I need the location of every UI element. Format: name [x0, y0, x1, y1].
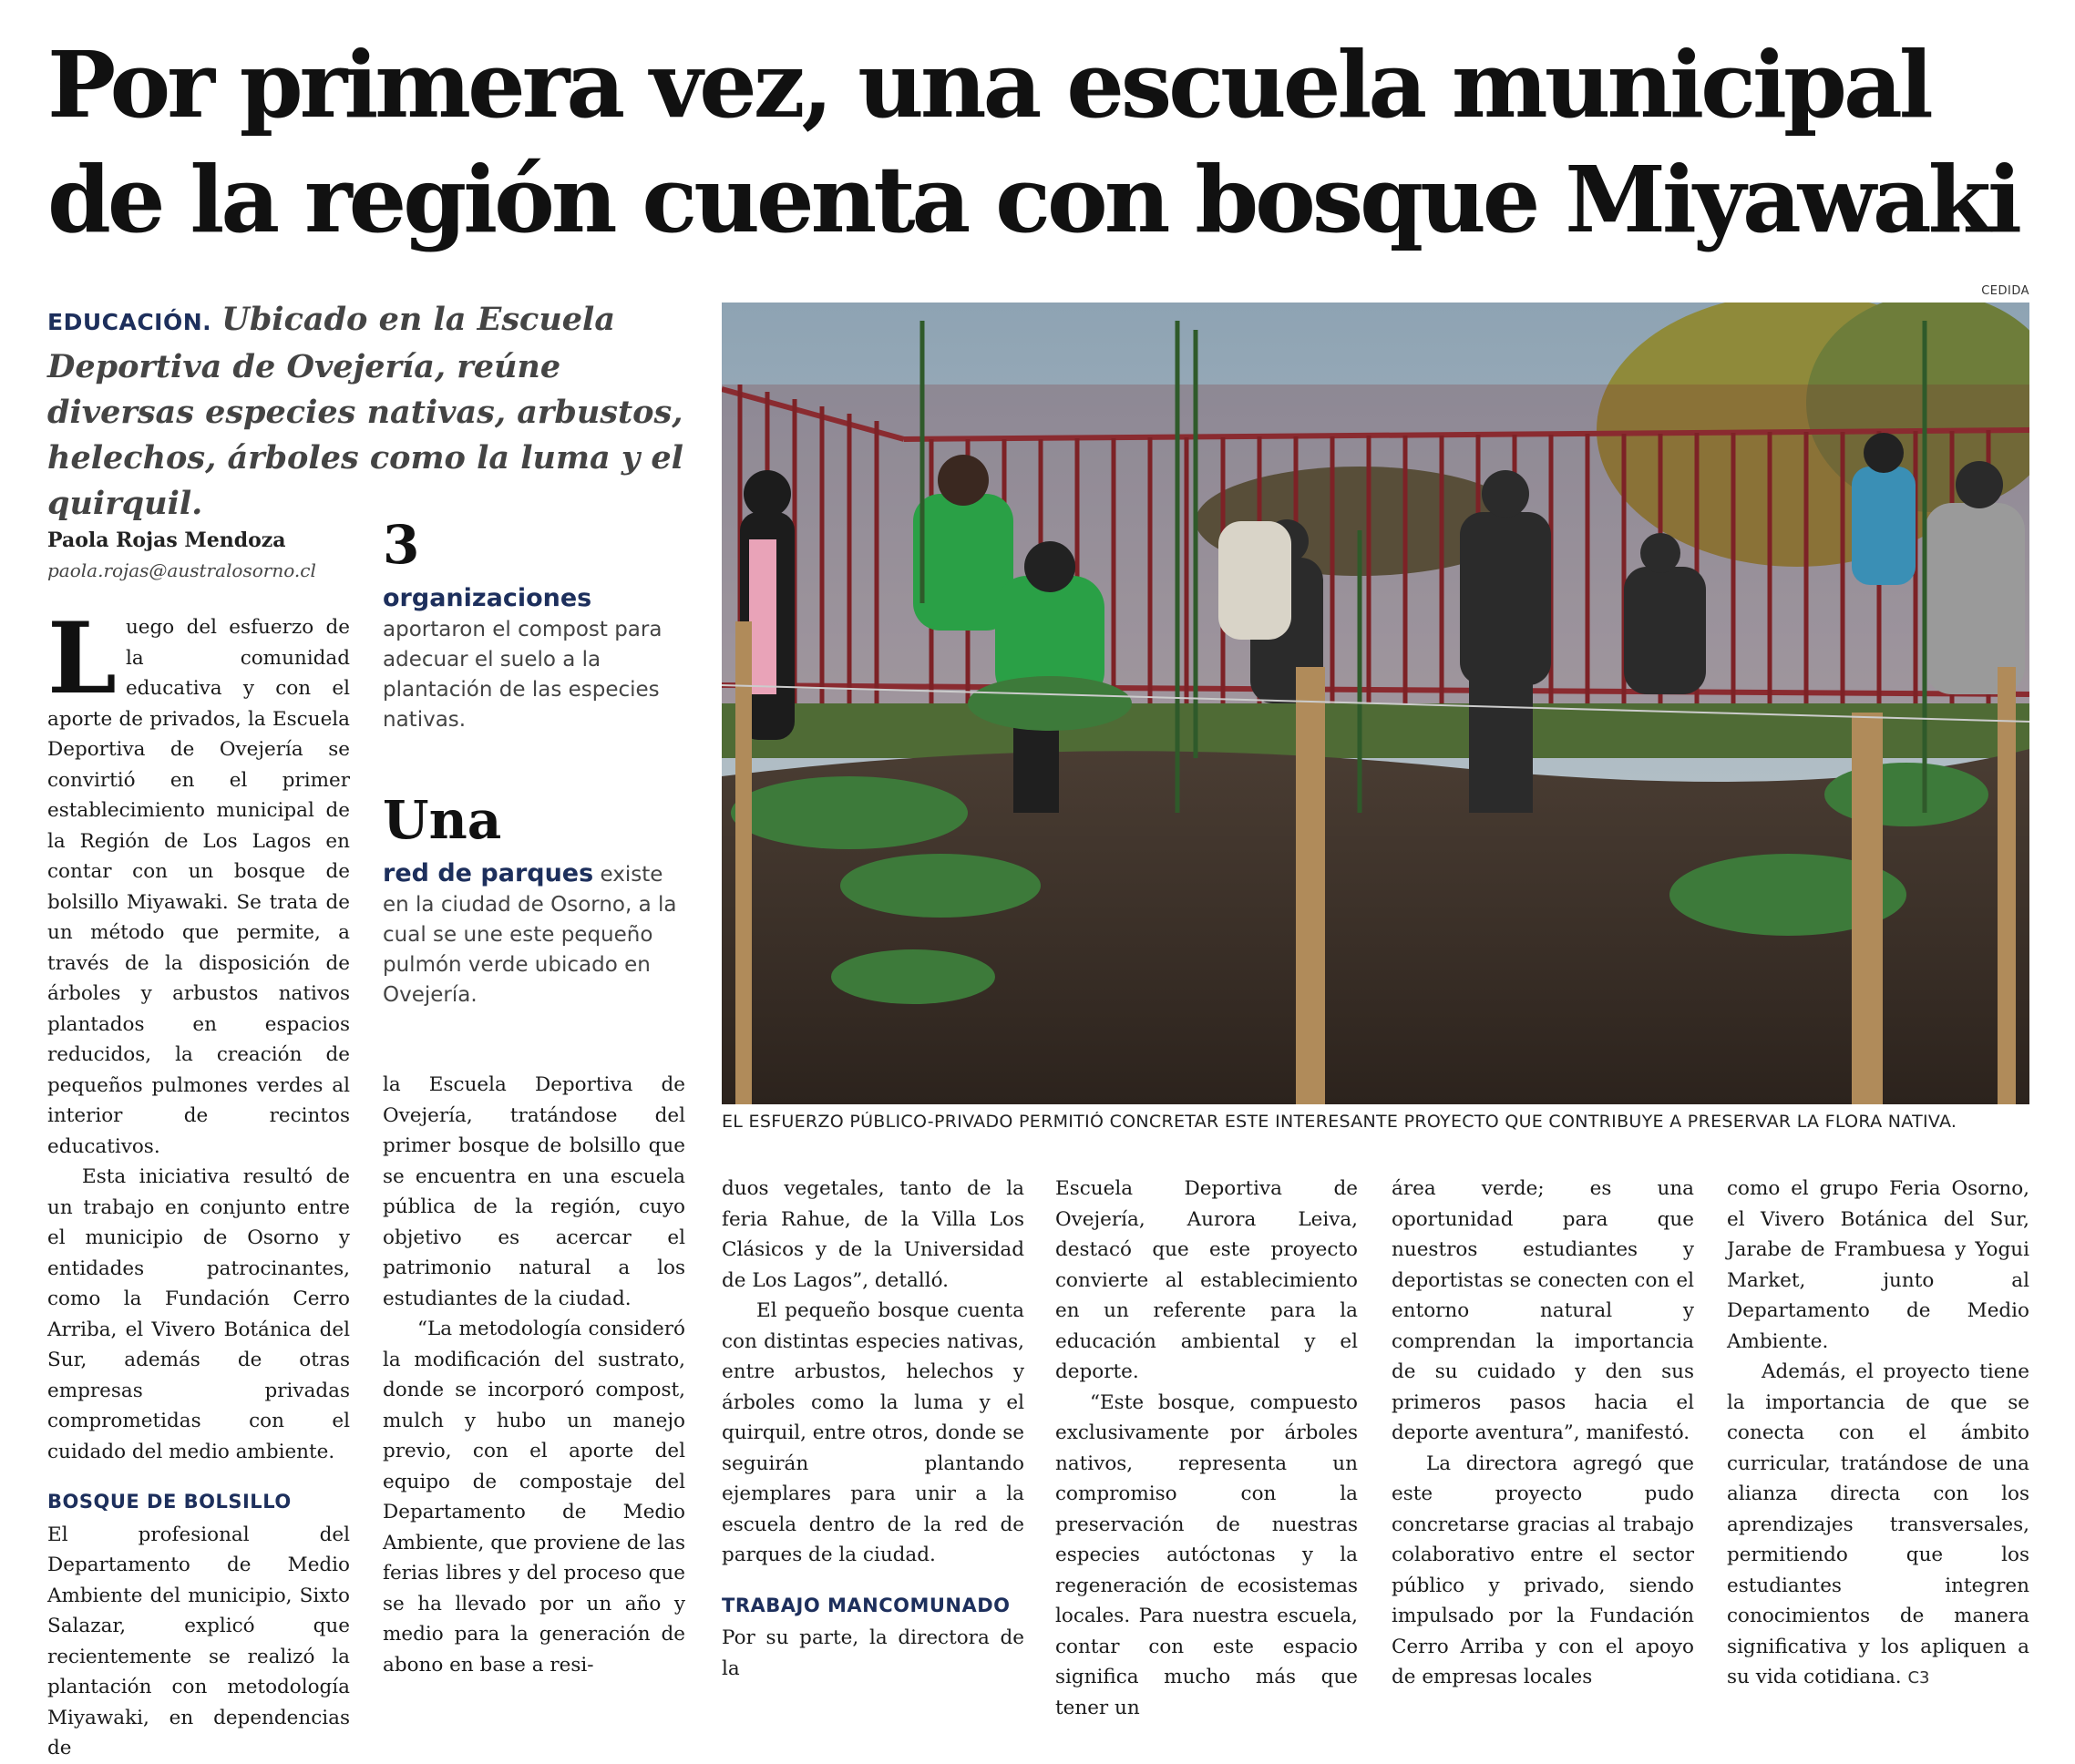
- column-1: [47, 601, 350, 1764]
- subhead-trabajo-mancomunado: TRABAJO MANCOMUNADO: [722, 1594, 1011, 1616]
- stat-body-1: aportaron el compost para adecuar el suelo a la plantación de las especies nativas.: [383, 618, 663, 732]
- paragraph-8: Por su parte, la directora de la: [722, 1626, 1024, 1680]
- column-3: [722, 1174, 1024, 1684]
- paragraph-1: [47, 601, 350, 1162]
- paragraph-6: duos vegetales, tanto de la feria Rahue, de la Villa Los Clásicos y de la Universidad de Los Lagos”, detalló.: [722, 1177, 1024, 1292]
- photo-illustration: [722, 303, 2029, 1104]
- paragraph-1-text: uego del esfuerzo de la comunidad educativa y con el aporte de privados, la Escuela Deportiva de Ovejería se convirtió en el primer establecimiento municipal de la Región de Los Lagos en contar con un bosque de bolsillo Miyawaki. Se trata de un método que permite, a través de la disposición de árboles y arbustos nativos plantados en espacios reducidos, la creación de pequeños pulmones verdes al interior de recintos educativos.: [47, 616, 350, 1158]
- paragraph-5: “La metodología consideró la modificación del sustrato, donde se incorporó compost, mulch y hubo un manejo previo, con el aporte del equipo de compostaje del Departamento de Medio Ambiente, que proviene de las ferias libres y del proceso que se ha llevado por un año y medio para la generación de abono en base a resi-: [383, 1318, 685, 1677]
- column-4: [1055, 1174, 1358, 1723]
- stat-body-2: existe en la ciudad de Osorno, a la cual se une este pequeño pulmón verde ubicado en Ovejería.: [383, 863, 677, 1007]
- photo-caption: EL ESFUERZO PÚBLICO-PRIVADO PERMITIÓ CONCRETAR ESTE INTERESANTE PROYECTO QUE CONTRIBUYE A PRESERVAR LA FLORA NATIVA.: [722, 1112, 1957, 1132]
- paragraph-14-text: Además, el proyecto tiene la importancia de que se conecta con el ámbito curricular, tratándose de una alianza directa con los aprendizajes transversales, permitiendo que los estudiantes integren conocimientos de manera significativa y los apliquen a su vida cotidiana.: [1727, 1360, 2029, 1688]
- stat-text-2: [383, 858, 683, 1010]
- paragraph-9: Escuela Deportiva de Ovejería, Aurora Leiva, destacó que este proyecto convierte al establecimiento en un referente para la educación ambiental y el deporte.: [1055, 1177, 1358, 1383]
- article-photo: [722, 303, 2029, 1104]
- drop-cap: L: [47, 601, 117, 716]
- stat-lead-2: red de parques: [383, 859, 594, 887]
- section-label: EDUCACIÓN.: [47, 309, 212, 335]
- paragraph-11: área verde; es una oportunidad para que nuestros estudiantes y deportistas se conecten con el entorno natural y comprendan la importancia de su cuidado y den sus primeros pasos hacia el deporte aventura”, manifestó.: [1392, 1177, 1694, 1444]
- paragraph-12: La directora agregó que este proyecto pudo concretarse gracias al trabajo colaborativo entre el sector público y privado, siendo impulsado por la Fundación Cerro Arriba y con el apoyo de empresas locales: [1392, 1451, 1694, 1688]
- headline: [47, 27, 2043, 257]
- paragraph-13: como el grupo Feria Osorno, el Vivero Botánica del Sur, Jarabe de Frambuesa y Yogui Market, junto al Departamento de Medio Ambiente.: [1727, 1177, 2029, 1353]
- headline-line-1: Por primera vez, una escuela municipal: [47, 31, 1930, 138]
- byline-author: Paola Rojas Mendoza: [47, 528, 286, 552]
- end-mark-icon: C3: [1907, 1668, 1930, 1687]
- paragraph-3: El profesional del Departamento de Medio Ambiente del municipio, Sixto Salazar, explicó que recientemente se realizó la plantación con metodología Miyawaki, en dependencias de: [47, 1523, 350, 1759]
- paragraph-14: [1727, 1357, 2029, 1694]
- photo-credit: CEDIDA: [1981, 284, 2029, 298]
- stat-text-1: [383, 583, 683, 735]
- paragraph-10: “Este bosque, compuesto exclusivamente por árboles nativos, representa un compromiso con la preservación de nuestras especies autóctonas y la regeneración de ecosistemas locales. Para nuestra escuela, contar con este espacio significa mucho más que tener un: [1055, 1390, 1358, 1719]
- headline-line-2: de la región cuenta con bosque Miyawaki: [47, 146, 2019, 253]
- column-6: [1727, 1174, 2029, 1694]
- lede: [47, 297, 685, 527]
- paragraph-4: la Escuela Deportiva de Ovejería, tratándose del primer bosque de bolsillo que se encuentra en una escuela pública de la región, cuyo objetivo es acercar el patrimonio natural a los estudiantes de la ciudad.: [383, 1073, 685, 1310]
- subhead-bosque-de-bolsillo: BOSQUE DE BOLSILLO: [47, 1491, 292, 1513]
- column-2: [383, 1070, 685, 1680]
- paragraph-7: El pequeño bosque cuenta con distintas especies nativas, entre arbustos, helechos y árboles como la luma y el quirquil, entre otros, donde se seguirán plantando ejemplares para unir a la escuela dentro de la red de parques de la ciudad.: [722, 1299, 1024, 1566]
- column-5: [1392, 1174, 1694, 1693]
- paragraph-2: Esta iniciativa resultó de un trabajo en conjunto entre el municipio de Osorno y entidades patrocinantes, como la Fundación Cerro Arriba, el Vivero Botánica del Sur, además de otras empresas privadas comprometidas con el cuidado del medio ambiente.: [47, 1165, 350, 1463]
- deck-text: Ubicado en la Escuela Deportiva de Ovejería, reúne diversas especies nativas, arbustos, helechos, árboles como la luma y el quirquil.: [47, 301, 683, 522]
- byline-email: paola.rojas@australosorno.cl: [47, 559, 316, 581]
- stat-number-2: Una: [383, 789, 502, 851]
- stat-lead-1: organizaciones: [383, 584, 592, 612]
- stat-number-1: 3: [383, 514, 420, 576]
